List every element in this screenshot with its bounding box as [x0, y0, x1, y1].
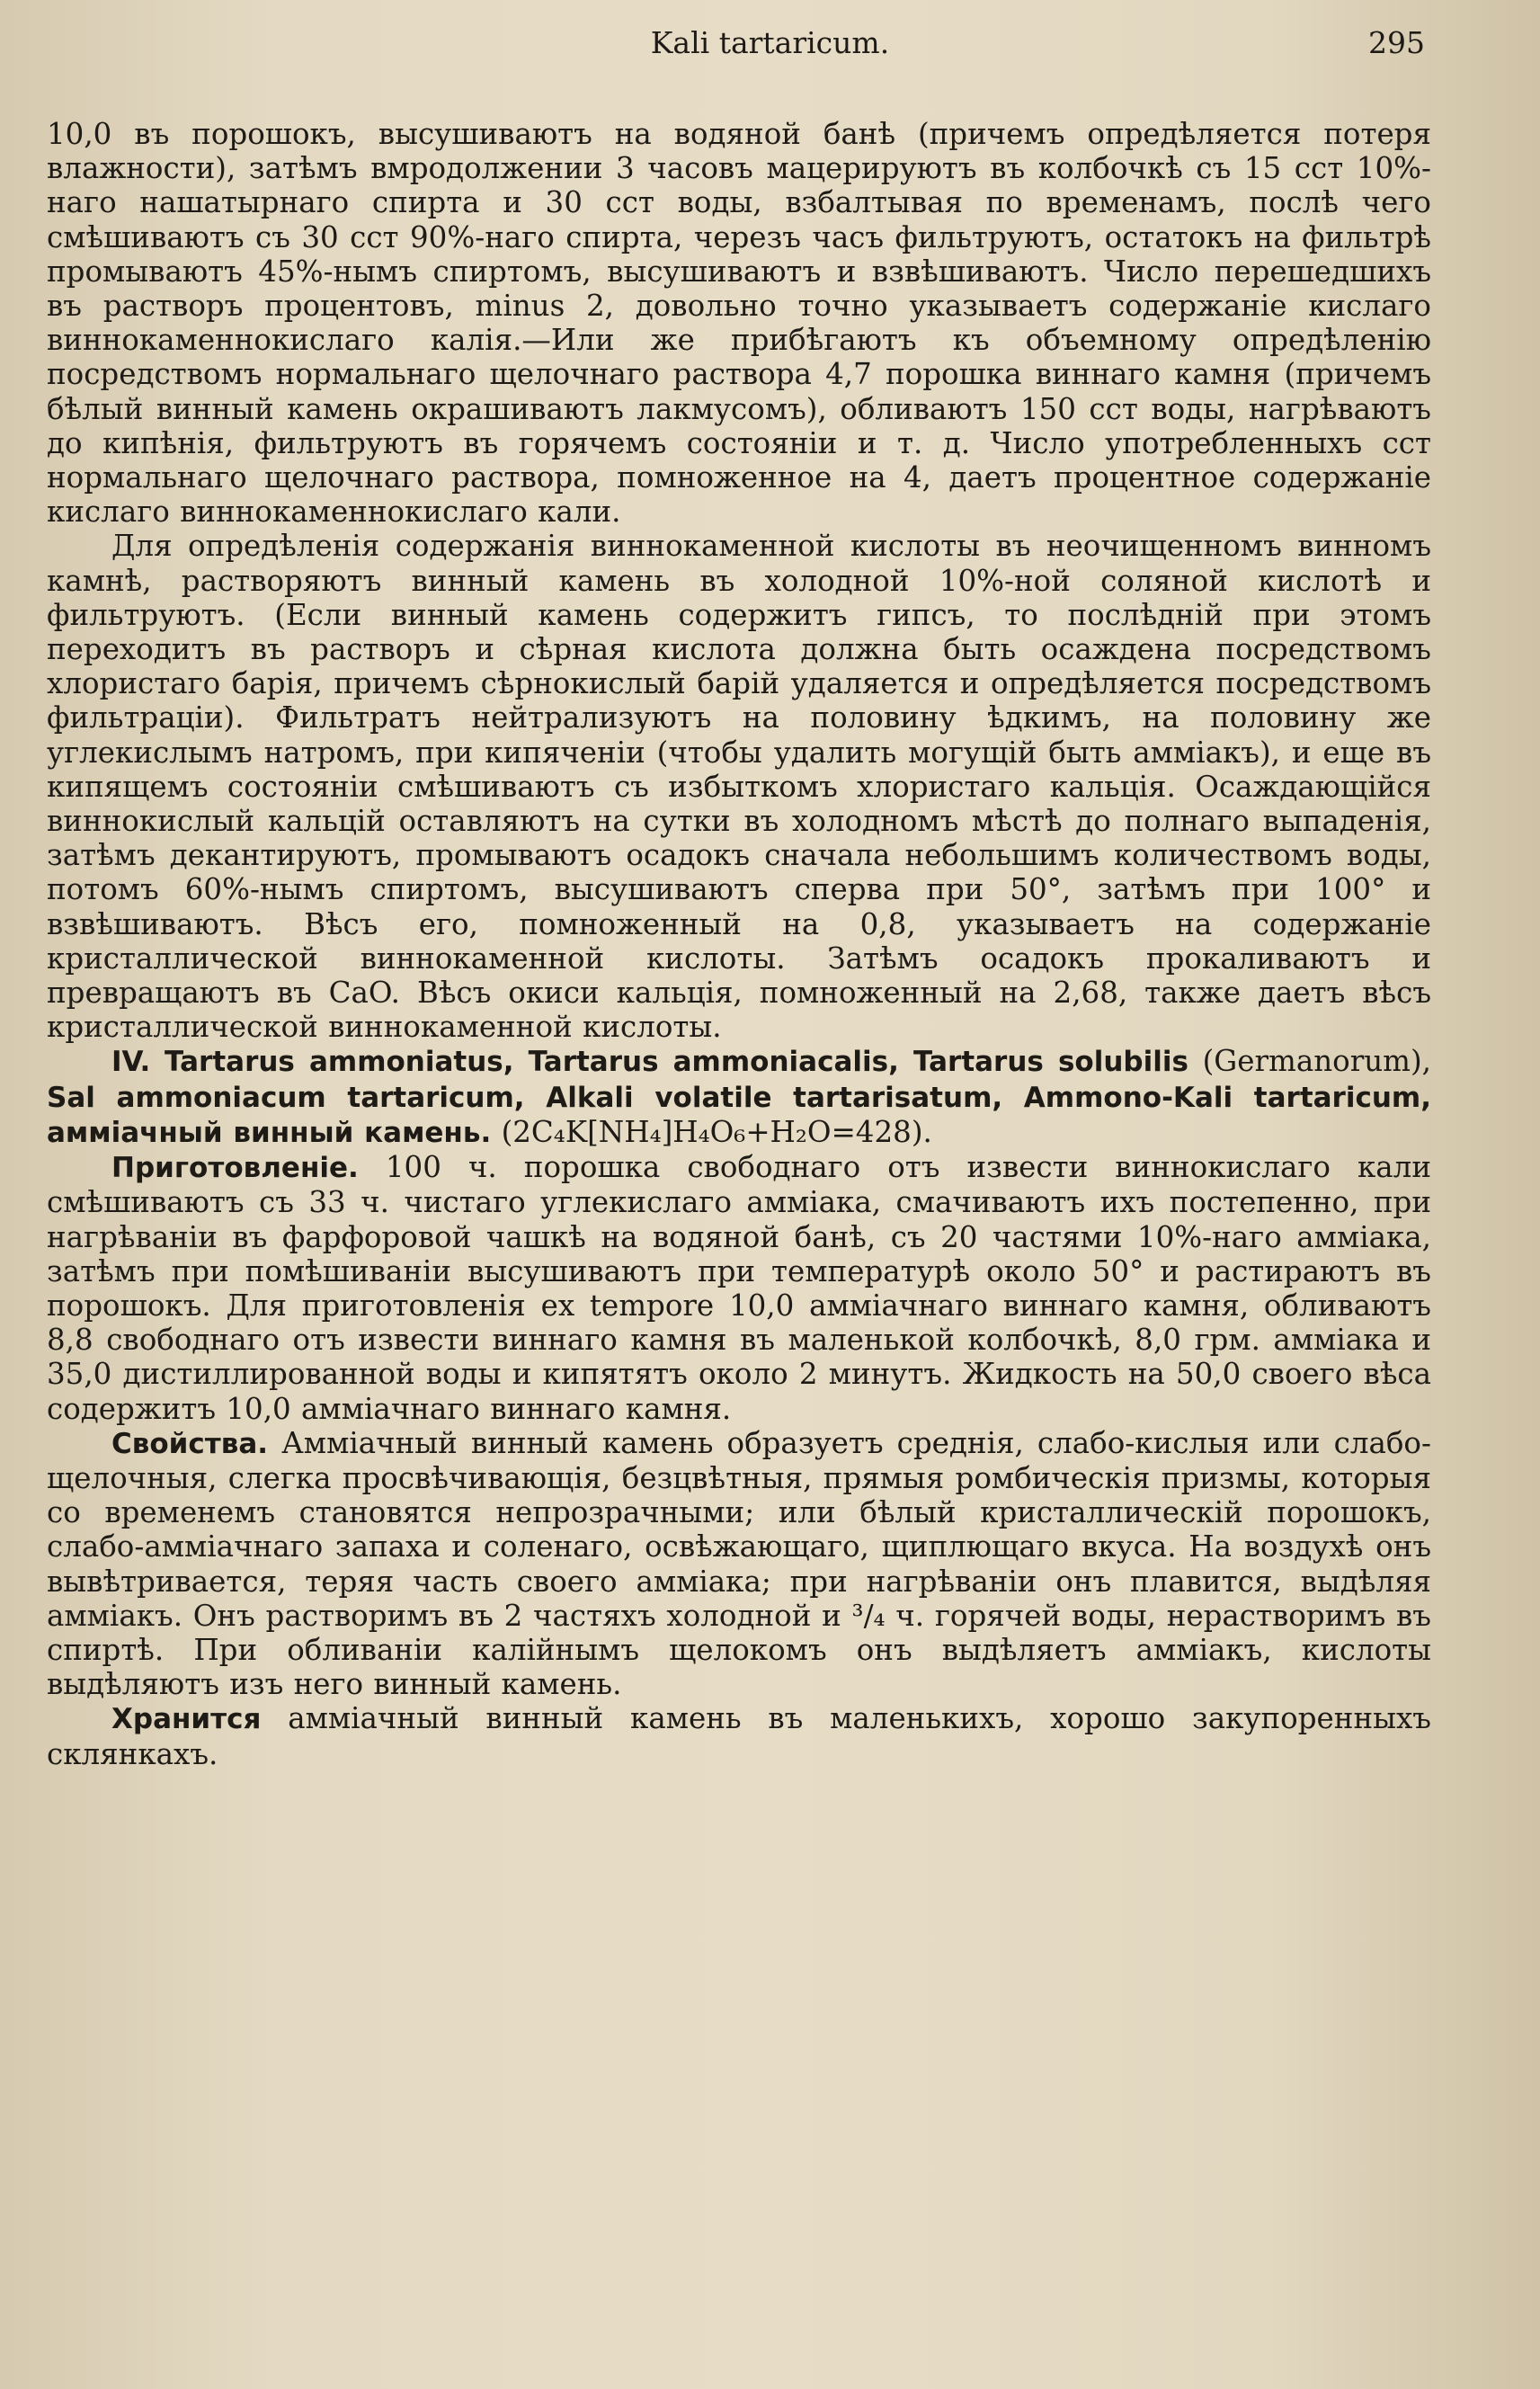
- paragraph-preparation: [47, 1150, 1431, 1426]
- storage-text: амміачный винный камень въ маленькихъ, хорошо закупоренныхъ склянкахъ.: [47, 1701, 1431, 1771]
- storage-label: Хранится: [111, 1703, 262, 1736]
- paragraph-storage: [47, 1701, 1431, 1770]
- text-body: [47, 117, 1431, 1771]
- latin-names: Tartarus ammoniatus, Tartarus ammoniacalis, Tartarus solubilis: [164, 1046, 1188, 1079]
- paragraph-properties: [47, 1426, 1431, 1702]
- properties-text: Амміачный винный камень образуетъ среднiя, слабо-кислыя или слабо-щелочныя, слегка просвѣчивающiя, безцвѣтныя, прямыя ромбическiя призмы, которыя со временемъ становятся непрозрачными; или бѣлый кристаллическiй порошокъ, слабо-амміачнаго запаха и соленаго, освѣжающаго, щиплющаго вкуса. На воздухѣ онъ вывѣтривается, теряя часть своего амміака; при нагрѣванiи онъ плавится, выдѣляя амміакъ. Онъ растворимъ въ 2 частяхъ холодной и ³/₄ ч. горячей воды, нерастворимъ въ спиртѣ. При обливанiи калiйнымъ щелокомъ онъ выдѣляетъ амміакъ, кислоты выдѣляютъ изъ него винный камень.: [47, 1425, 1431, 1702]
- preparation-text: 100 ч. порошка свободнаго отъ извести виннокислаго кали смѣшиваютъ съ 33 ч. чистаго углекислаго амміака, смачиваютъ ихъ постепенно, при нагрѣванiи въ фарфоровой чашкѣ на водяной банѣ, съ 20 частями 10%-наго амміака, затѣмъ при помѣшиванiи высушиваютъ при температурѣ около 50° и растираютъ въ порошокъ. Для приготовленiя ex tempore 10,0 амміачнаго виннаго камня, обливаютъ 8,8 свободнаго отъ извести виннаго камня въ маленькой колбочкѣ, 8,0 грм. амміака и 35,0 дистиллированной воды и кипятятъ около 2 минутъ. Жидкость на 50,0 своего вѣса содержитъ 10,0 амміачнаго виннаго камня.: [47, 1150, 1431, 1426]
- running-title: Kali tartaricum.: [650, 25, 890, 60]
- latin-names-continued: Sal ammoniacum tartaricum, Alkali volatile tartarisatum, Ammono-Kali tartaricum, амміачный винный камень.: [47, 1081, 1431, 1149]
- properties-label: Свойства.: [111, 1427, 269, 1460]
- paragraph-analysis-continued: 10,0 въ порошокъ, высушиваютъ на водяной банѣ (причемъ опредѣляется потеря влажности), затѣмъ вмродолжении 3 часовъ мацерируютъ въ колбочкѣ съ 15 сст 10%-наго нашатырнаго спирта и 30 сст воды, взбалтывая по временамъ, послѣ чего смѣшиваютъ съ 30 сст 90%-наго спирта, черезъ часъ фильтруютъ, остатокъ на фильтрѣ промываютъ 45%-нымъ спиртомъ, высушиваютъ и взвѣшиваютъ. Число перешедшихъ въ растворъ процентовъ, minus 2, довольно точно указываетъ содержанiе кислаго виннокаменнокислаго калiя.—Или же прибѣгаютъ къ объемному опредѣленiю посредствомъ нормальнаго щелочнаго раствора 4,7 порошка виннаго камня (причемъ бѣлый винный камень окрашиваютъ лакмусомъ), обливаютъ 150 сст воды, нагрѣваютъ до кипѣнiя, фильтруютъ въ горячемъ состоянiи и т. д. Число употребленныхъ сст нормальнаго щелочнаго раствора, помноженное на 4, даетъ процентное содержанiе кислаго виннокаменнокислаго кали.: [47, 117, 1431, 530]
- chemical-formula: (2C₄K[NH₄]H₄O₆+H₂O=428).: [501, 1114, 932, 1149]
- germanorum-note: (Germanorum),: [1202, 1044, 1431, 1079]
- section-numeral: IV.: [111, 1046, 151, 1079]
- paragraph-tartaric-acid-determination: Для опредѣленiя содержанiя виннокаменной кислоты въ неочищенномъ винномъ камнѣ, растворяютъ винный камень въ холодной 10%-ной соляной кислотѣ и фильтруютъ. (Если винный камень содержитъ гипсъ, то послѣднiй при этомъ переходитъ въ растворъ и сѣрная кислота должна быть осаждена посредствомъ хлористаго барiя, причемъ сѣрнокислый барiй удаляется и опредѣляется посредствомъ фильтрацiи). Фильтратъ нейтрализуютъ на половину ѣдкимъ, на половину же углекислымъ натромъ, при кипяченiи (чтобы удалить могущiй быть амміакъ), и еще въ кипящемъ состоянiи смѣшиваютъ съ избыткомъ хлористаго кальцiя. Осаждающiйся виннокислый кальцiй оставляютъ на сутки въ холодномъ мѣстѣ до полнаго выпаденiя, затѣмъ декантируютъ, промываютъ осадокъ сначала небольшимъ количествомъ воды, потомъ 60%-нымъ спиртомъ, высушиваютъ сперва при 50°, затѣмъ при 100° и взвѣшиваютъ. Вѣсъ его, помноженный на 0,8, указываетъ на содержанiе кристаллической виннокаменной кислоты. Затѣмъ осадокъ прокаливаютъ и превращаютъ въ CaO. Вѣсъ окиси кальцiя, помноженный на 2,68, также даетъ вѣсъ кристаллической виннокаменной кислоты.: [47, 529, 1431, 1045]
- preparation-label: Приготовленiе.: [111, 1152, 359, 1185]
- page-header: [0, 25, 1540, 70]
- paragraph-tartarus-ammoniatus-heading: [47, 1044, 1431, 1150]
- page-number: 295: [1368, 25, 1425, 60]
